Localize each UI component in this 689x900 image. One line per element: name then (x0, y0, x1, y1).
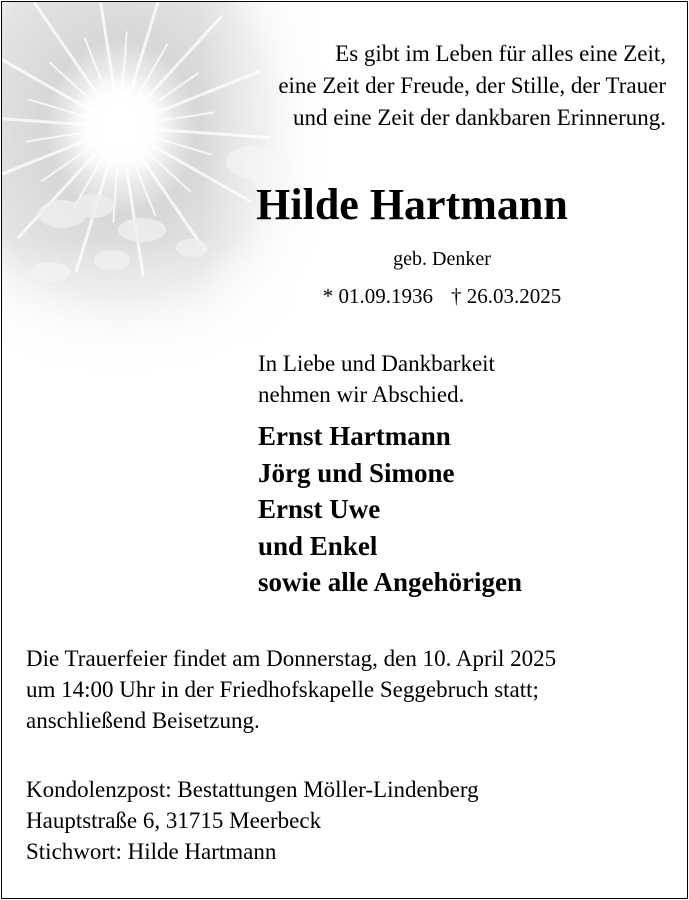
death-date: † 26.03.2025 (451, 284, 562, 308)
contact-line: Stichwort: Hilde Hartmann (26, 839, 277, 864)
verse-line: eine Zeit der Freude, der Stille, der Trauer (278, 73, 666, 98)
mourner-entry: und Enkel (258, 530, 378, 561)
service-line: Die Trauerfeier findet am Donnerstag, den 10. April 2025 (26, 646, 557, 671)
farewell-line: In Liebe und Dankbarkeit (258, 351, 495, 376)
verse-line: Es gibt im Leben für alles eine Zeit, (335, 41, 666, 66)
contact-line: Kondolenzpost: Bestattungen Möller-Lindenberg (26, 777, 479, 802)
mourner-entry: Ernst Hartmann (258, 421, 451, 451)
contact-line: Hauptstraße 6, 31715 Meerbeck (26, 808, 322, 833)
service-line: anschließend Beisetzung. (26, 708, 260, 733)
funeral-service-info (26, 643, 556, 736)
mourner-entry: Ernst Uwe (258, 494, 381, 524)
deceased-name: Hilde Hartmann (256, 180, 568, 229)
maiden-name: geb. Denker (393, 248, 491, 270)
farewell-text (258, 348, 495, 410)
birth-date: * 01.09.1936 (322, 284, 433, 308)
life-dates (212, 282, 672, 310)
verse-quote (186, 38, 666, 134)
condolence-contact (26, 774, 479, 867)
mourner-entry: Jörg und Simone (258, 457, 455, 488)
service-line: um 14:00 Uhr in der Friedhofskapelle Seggebruch statt; (26, 677, 539, 702)
farewell-line: nehmen wir Abschied. (258, 382, 465, 407)
obituary-notice (1, 1, 688, 899)
mourners-list (258, 418, 522, 601)
mourner-entry: sowie alle Angehörigen (258, 567, 522, 597)
verse-line: und eine Zeit der dankbaren Erinnerung. (293, 105, 666, 130)
